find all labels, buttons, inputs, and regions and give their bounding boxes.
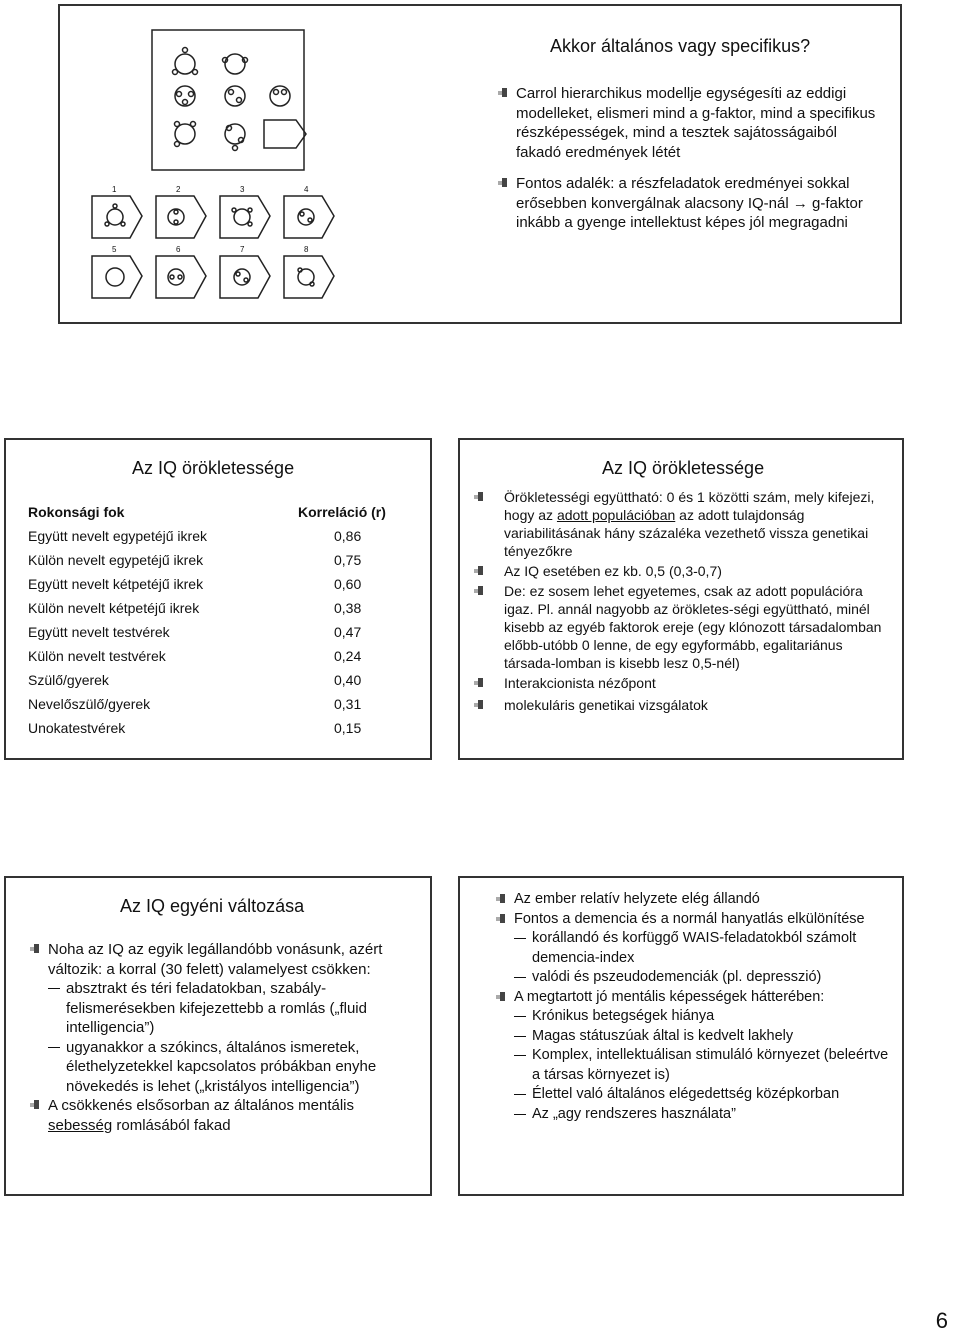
sub-list-item: korállandó és korfüggő WAIS-feladatokból számolt demencia-index [496,929,892,968]
column-header: Rokonsági fok [28,504,125,520]
slide-title: Akkor általános vagy specifikus? [550,36,811,56]
bullet-icon [474,586,485,597]
slide-title: Az IQ egyéni változása [120,896,305,916]
bullet-icon [474,700,485,711]
slide-title: Az IQ örökletessége [602,458,765,478]
dash-icon [48,1047,60,1048]
dash-icon [514,938,526,939]
figure-number: 4 [304,185,309,194]
bullet-list [498,84,878,233]
table-row: Együtt nevelt testvérek 0,47 [28,624,362,640]
sub-list-item: ugyanakkor a szókincs, általános ismeretek, élethelyzetekkel kapcsolatos próbákban enyhe növekedés is lehet („kristályos intelligencia”) [30,1038,414,1097]
bullet-icon [30,944,41,955]
table-row: Külön nevelt egypetéjű ikrek 0,75 [28,552,362,568]
table-row: Unokatestvérek 0,15 [28,720,362,736]
heritability-table [28,500,386,740]
bullet-icon [474,566,485,577]
bullet-list [474,488,888,714]
sub-list-item: Az „agy rendszeres használata” [496,1105,892,1125]
list-item: Carrol hierarchikus modellje egységesíti az eddigi modelleket, elismeri mind a g-faktor, mind a specifikus részképességek, mind a tesztek sajátosságaiból fakadó eredmények létét [498,84,878,162]
slide-5 [458,876,904,1196]
dash-icon [514,1036,526,1037]
bullet-icon [498,178,509,189]
list-item: Fontos a demencia és a normál hanyatlás elkülönítése [496,910,892,930]
slide-title: Az IQ örökletessége [132,458,295,478]
dash-icon [514,977,526,978]
list-item: Fontos adalék: a részfeladatok eredményei sokkal erősebben konvergálnak alacsony IQ-nál → g-faktor inkább a gyenge intellektust képes jól megragadni [498,174,878,233]
list-item: Interakcionista nézőpont [474,674,888,692]
bullet-icon [474,678,485,689]
sub-list-item: absztrakt és téri feladatokban, szabály-felismerésekben kifejezettebb a romlás („fluid intelligencia”) [30,979,414,1038]
bullet-icon [498,88,509,99]
sub-list-item: Krónikus betegségek hiánya [496,1007,892,1027]
figure-number: 3 [240,185,245,194]
slide-1 [58,4,902,324]
list-item: Az ember relatív helyzete elég állandó [496,890,892,910]
dash-icon [514,1114,526,1115]
dash-icon [514,1094,526,1095]
figure-number: 7 [240,245,245,254]
table-row: Együtt nevelt kétpetéjű ikrek 0,60 [28,576,362,592]
slide-4 [4,876,432,1196]
figure-number: 1 [112,185,117,194]
list-item: A megtartott jó mentális képességek hátterében: [496,988,892,1008]
figure-number: 2 [176,185,181,194]
slide-2 [4,438,432,760]
dash-icon [514,1055,526,1056]
bullet-icon [496,992,507,1003]
list-item: molekuláris genetikai vizsgálatok [474,696,888,714]
table-header [28,500,386,524]
table-row: Nevelőszülő/gyerek 0,31 [28,696,362,712]
table-row: Külön nevelt kétpetéjű ikrek 0,38 [28,600,362,616]
bullet-list [30,940,414,1135]
sub-list-item: Magas státuszúak által is kedvelt lakhely [496,1027,892,1047]
figure-number: 5 [112,245,117,254]
list-item: A csökkenés elsősorban az általános mentális sebesség romlásából fakad [30,1096,414,1135]
list-item: De: ez sosem lehet egyetemes, csak az adott populációra igaz. Pl. annál nagyobb az örökletes-ségi együttható, minél kisebb az egyéb faktorok ereje (egy klónozott társadalomban előbb-utóbb 0 lenne, de egy egyformább, egalitariánus társada-lomban is kisebb lesz 0,5-nél) [474,582,888,672]
dash-icon [514,1016,526,1017]
slide-3 [458,438,904,760]
page-number: 6 [935,1308,948,1333]
table-row: Külön nevelt testvérek 0,24 [28,648,362,664]
bullet-icon [496,914,507,925]
figure-number: 8 [304,245,309,254]
bullet-list [496,890,892,1124]
sub-list-item: valódi és pszeudodemenciák (pl. depresszió) [496,968,892,988]
dash-icon [48,988,60,989]
list-item: Az IQ esetében ez kb. 0,5 (0,3-0,7) [474,562,888,580]
list-item: Noha az IQ az egyik legállandóbb vonásunk, azért változik: a korral (30 felett) valamelyest csökken: [30,940,414,979]
bullet-icon [30,1100,41,1111]
sub-list-item: Komplex, intellektuálisan stimuláló környezet (beleértve a társas környezet is) [496,1046,892,1085]
table-row: Szülő/gyerek 0,40 [28,672,362,688]
sub-list-item: Élettel való általános elégedettség középkorban [496,1085,892,1105]
column-header: Korreláció (r) [298,504,386,520]
bullet-icon [496,894,507,905]
table-row: Együtt nevelt egypetéjű ikrek 0,86 [28,528,362,544]
figure-number: 6 [176,245,181,254]
pattern-figure [80,16,380,316]
list-item: Örökletességi együttható: 0 és 1 közötti szám, mely kifejezi, hogy az adott populációban az adott tulajdonság variabilitásának hány százaléka vezethető vissza genetikai tényezőkre [474,488,888,560]
bullet-icon [474,492,485,503]
